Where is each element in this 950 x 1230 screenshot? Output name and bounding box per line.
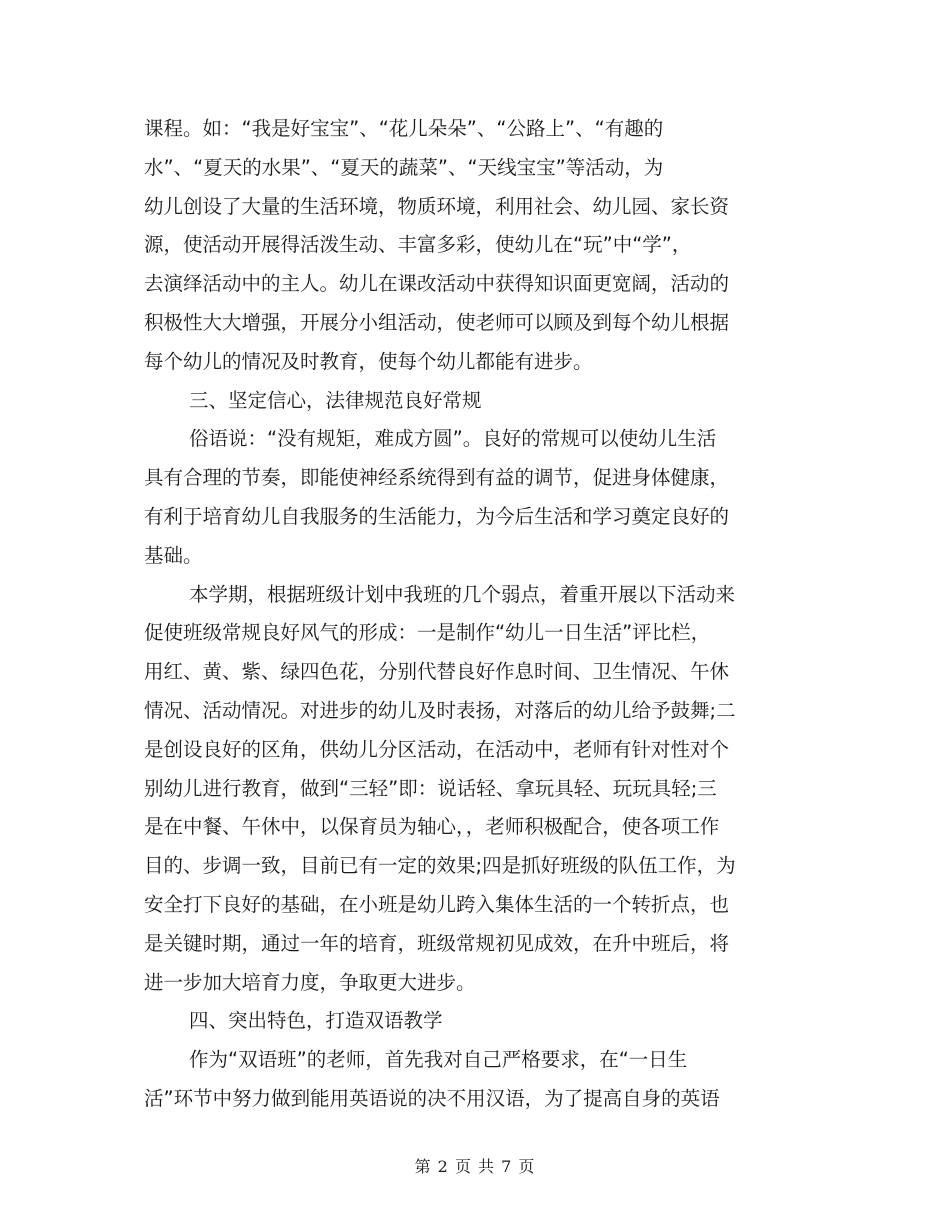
text-line: 别幼儿进行教育，做到“三轻”即：说话轻、拿玩具轻、玩玩具轻;三 xyxy=(144,776,717,800)
text-line: 是创设良好的区角，供幼儿分区活动，在活动中，老师有针对性对个 xyxy=(144,737,730,761)
text-line: 水”、“夏天的水果”、“夏天的蔬菜”、“天线宝宝”等活动，为 xyxy=(144,155,664,179)
text-line: 活”环节中努力做到能用英语说的决不用汉语，为了提高自身的英语 xyxy=(144,1086,720,1110)
text-line: 促使班级常规良好风气的形成：一是制作“幼儿一日生活”评比栏， xyxy=(144,621,711,645)
text-line: 是在中餐、午休中，以保育员为轴心，，老师积极配合，使各项工作 xyxy=(144,815,720,839)
text-line: 有利于培育幼儿自我服务的生活能力，为今后生活和学习奠定良好的 xyxy=(144,504,730,528)
text-line: 每个幼儿的情况及时教育，使每个幼儿都能有进步。 xyxy=(144,349,593,373)
text-line: 基础。 xyxy=(144,543,203,567)
text-line: 幼儿创设了大量的生活环境，物质环境，利用社会、幼儿园、家长资 xyxy=(144,194,730,218)
text-line: 情况、活动情况。对进步的幼儿及时表扬，对落后的幼儿给予鼓舞;二 xyxy=(144,698,736,722)
text-line: 是关键时期，通过一年的培育，班级常规初见成效，在升中班后，将 xyxy=(144,931,730,955)
text-line: 三、坚定信心，法律规范良好常规 xyxy=(189,388,482,412)
text-line: 积极性大大增强，开展分小组活动，使老师可以顾及到每个幼儿根据 xyxy=(144,310,730,334)
page-number-footer: 第 2 页 共 7 页 xyxy=(414,1157,536,1176)
text-line: 俗语说：“没有规矩，难成方圆”。良好的常规可以使幼儿生活 xyxy=(189,427,717,451)
text-line: 本学期，根据班级计划中我班的几个弱点，着重开展以下活动来 xyxy=(189,582,736,606)
text-line: 安全打下良好的基础，在小班是幼儿跨入集体生活的一个转折点，也 xyxy=(144,892,730,916)
text-line: 去演绎活动中的主人。幼儿在课改活动中获得知识面更宽阔，活动的 xyxy=(144,272,730,296)
text-line: 四、突出特色，打造双语教学 xyxy=(189,1009,443,1033)
document-body xyxy=(144,110,804,1119)
text-line: 进一步加大培育力度，争取更大进步。 xyxy=(144,970,476,994)
text-line: 用红、黄、紫、绿四色花，分别代替良好作息时间、卫生情况、午休 xyxy=(144,660,730,684)
text-line: 具有合理的节奏，即能使神经系统得到有益的调节，促进身体健康， xyxy=(144,466,730,490)
text-line: 目的、步调一致，目前已有一定的效果;四是抓好班级的队伍工作，为 xyxy=(144,854,736,878)
text-line: 课程。如：“我是好宝宝”、“花儿朵朵”、“公路上”、“有趣的 xyxy=(144,117,664,140)
text-line: 作为“双语班”的老师，首先我对自己严格要求，在“一日生 xyxy=(189,1048,688,1072)
text-line: 源，使活动开展得活泼生动、丰富多彩，使幼儿在“玩”中“学”， xyxy=(144,233,692,257)
